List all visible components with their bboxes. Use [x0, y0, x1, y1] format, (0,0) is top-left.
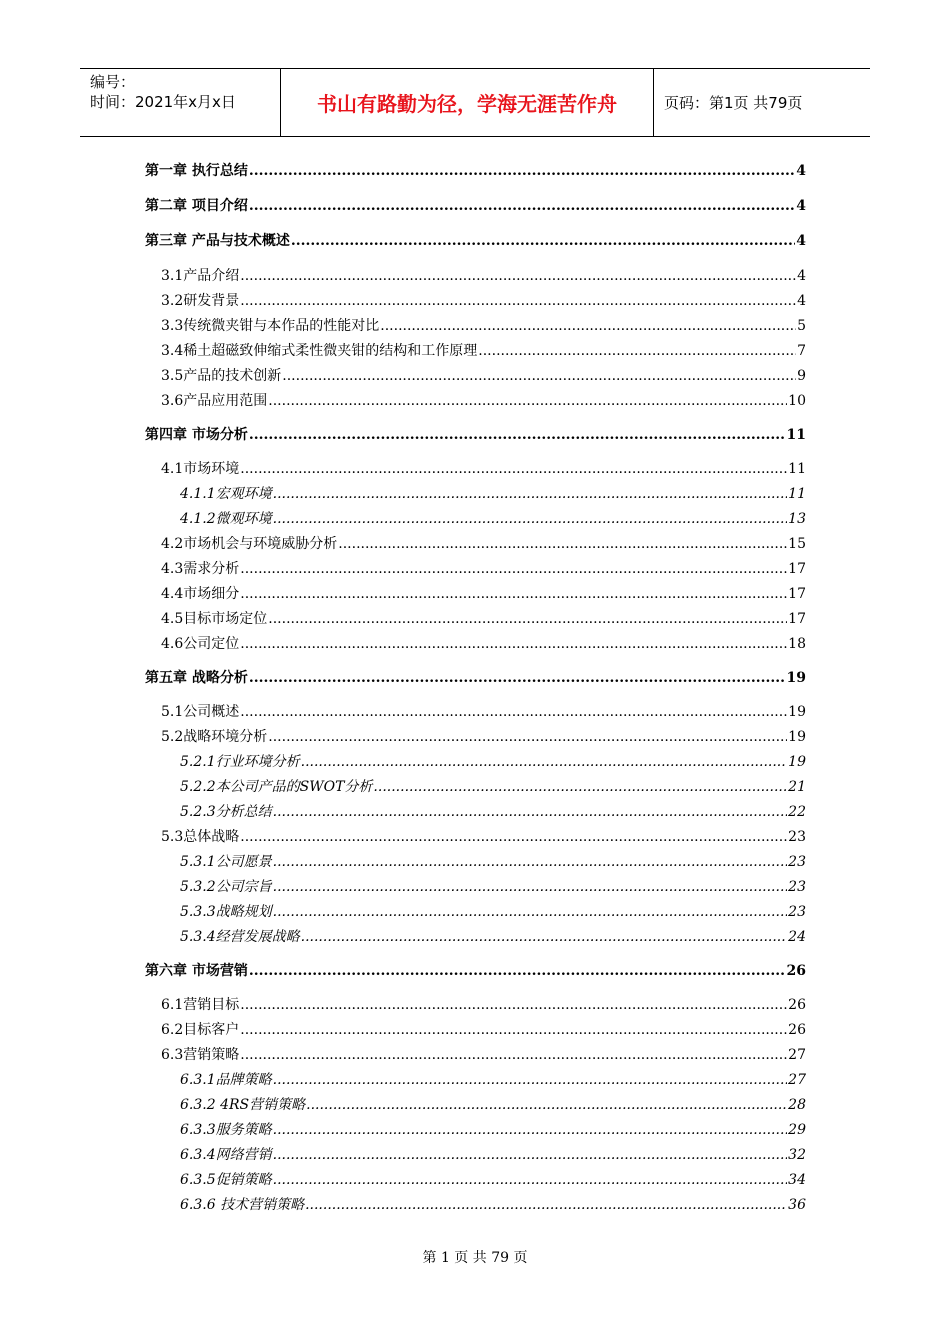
toc-entry[interactable]: [145, 160, 806, 180]
toc-entry-page: 11: [788, 486, 806, 502]
toc-leader-dots: [273, 1172, 788, 1188]
toc-entry-page: 24: [788, 929, 806, 945]
toc-entry-title: 第五章 战略分析: [145, 670, 248, 686]
toc-entry[interactable]: [180, 801, 806, 821]
toc-leader-dots: [249, 198, 795, 214]
toc-entry-title: 6.3.3服务策略: [180, 1122, 272, 1138]
toc-entry-title: 6.2目标客户: [161, 1022, 240, 1038]
toc-leader-dots: [240, 1047, 787, 1063]
toc-leader-dots: [249, 427, 786, 443]
toc-entry-title: 4.1.1宏观环境: [180, 486, 272, 502]
toc-entry-page: 4: [796, 233, 806, 249]
toc-entry-page: 23: [788, 879, 806, 895]
toc-entry-page: 28: [788, 1097, 806, 1113]
toc-leader-dots: [273, 1072, 788, 1088]
toc-entry-title: 4.4市场细分: [161, 586, 240, 602]
toc-entry-title: 6.3.6 技术营销策略: [180, 1197, 305, 1213]
toc-entry-page: 19: [788, 704, 806, 720]
toc-entry-title: 5.2.1行业环境分析: [180, 754, 300, 770]
toc-entry[interactable]: [161, 390, 806, 410]
toc-entry-title: 3.2研发背景: [161, 293, 240, 309]
toc-entry[interactable]: [161, 290, 806, 310]
toc-entry-title: 4.6公司定位: [161, 636, 240, 652]
toc-entry-page: 34: [788, 1172, 806, 1188]
toc-leader-dots: [240, 293, 796, 309]
toc-leader-dots: [268, 611, 787, 627]
toc-entry-title: 6.3营销策略: [161, 1047, 240, 1063]
toc-entry-title: 5.3.1公司愿景: [180, 854, 272, 870]
toc-entry-page: 13: [788, 511, 806, 527]
toc-entry[interactable]: [161, 458, 806, 478]
toc-leader-dots: [273, 1122, 788, 1138]
toc-entry[interactable]: [145, 230, 806, 250]
toc-leader-dots: [240, 461, 787, 477]
toc-entry[interactable]: [180, 1094, 806, 1114]
toc-leader-dots: [240, 1022, 787, 1038]
toc-entry[interactable]: [161, 701, 806, 721]
toc-entry[interactable]: [180, 1144, 806, 1164]
toc-entry-page: 23: [788, 829, 806, 845]
toc-leader-dots: [282, 368, 796, 384]
toc-entry-page: 17: [788, 561, 806, 577]
toc-entry-title: 6.3.1品牌策略: [180, 1072, 272, 1088]
toc-entry[interactable]: [180, 851, 806, 871]
toc-leader-dots: [240, 268, 796, 284]
toc-entry[interactable]: [161, 340, 806, 360]
toc-entry-title: 5.2.2本公司产品的SWOT分析: [180, 779, 373, 795]
toc-leader-dots: [240, 704, 787, 720]
toc-entry[interactable]: [145, 195, 806, 215]
toc-entry[interactable]: [161, 315, 806, 335]
toc-leader-dots: [301, 754, 788, 770]
toc-entry-title: 3.4稀土超磁致伸缩式柔性微夹钳的结构和工作原理: [161, 343, 478, 359]
toc-entry[interactable]: [145, 960, 806, 980]
toc-entry[interactable]: [161, 583, 806, 603]
toc-entry[interactable]: [180, 876, 806, 896]
toc-entry[interactable]: [180, 1194, 806, 1214]
toc-entry[interactable]: [180, 483, 806, 503]
toc-entry[interactable]: [145, 424, 806, 444]
toc-entry-page: 32: [788, 1147, 806, 1163]
toc-entry-title: 5.3总体战略: [161, 829, 240, 845]
toc-entry[interactable]: [145, 667, 806, 687]
toc-entry-title: 第六章 市场营销: [145, 963, 248, 979]
toc-entry-title: 3.6产品应用范围: [161, 393, 268, 409]
toc-leader-dots: [240, 586, 787, 602]
number-label: 编号：: [90, 73, 136, 91]
toc-entry-title: 第三章 产品与技术概述: [145, 233, 290, 249]
toc-entry-page: 19: [786, 670, 806, 686]
toc-leader-dots: [273, 511, 788, 527]
toc-entry[interactable]: [180, 1119, 806, 1139]
toc-entry[interactable]: [180, 751, 806, 771]
toc-entry-page: 10: [788, 393, 806, 409]
toc-entry-title: 6.3.2 4RS营销策略: [180, 1097, 306, 1113]
toc-entry[interactable]: [180, 901, 806, 921]
toc-leader-dots: [301, 929, 788, 945]
toc-entry[interactable]: [161, 558, 806, 578]
toc-leader-dots: [273, 879, 788, 895]
toc-entry[interactable]: [180, 776, 806, 796]
toc-entry-page: 26: [786, 963, 806, 979]
toc-entry[interactable]: [161, 365, 806, 385]
toc-entry[interactable]: [161, 726, 806, 746]
toc-entry-page: 27: [788, 1072, 806, 1088]
toc-entry-title: 第四章 市场分析: [145, 427, 248, 443]
toc-leader-dots: [268, 729, 787, 745]
toc-entry-page: 26: [788, 1022, 806, 1038]
toc-leader-dots: [273, 486, 788, 502]
toc-entry-title: 5.3.3战略规划: [180, 904, 272, 920]
toc-entry-page: 7: [797, 343, 806, 359]
toc-leader-dots: [291, 233, 795, 249]
toc-entry-title: 3.5产品的技术创新: [161, 368, 282, 384]
toc-entry-page: 4: [796, 163, 806, 179]
header-motto: 书山有路勤为径，学海无涯苦作舟: [281, 69, 654, 136]
toc-entry-page: 26: [788, 997, 806, 1013]
toc-entry-page: 18: [788, 636, 806, 652]
toc-entry-page: 4: [797, 268, 806, 284]
toc-leader-dots: [338, 536, 787, 552]
toc-entry-title: 5.3.4经营发展战略: [180, 929, 300, 945]
toc-entry-page: 11: [786, 427, 806, 443]
toc-leader-dots: [306, 1097, 787, 1113]
toc-entry-title: 4.5目标市场定位: [161, 611, 268, 627]
toc-entry-page: 17: [788, 611, 806, 627]
toc-entry-page: 21: [788, 779, 806, 795]
toc-leader-dots: [249, 963, 786, 979]
toc-entry[interactable]: [180, 926, 806, 946]
toc-leader-dots: [273, 804, 788, 820]
toc-entry-page: 4: [797, 293, 806, 309]
toc-leader-dots: [240, 829, 787, 845]
toc-entry-page: 17: [788, 586, 806, 602]
toc-leader-dots: [249, 163, 795, 179]
toc-entry-title: 4.1.2微观环境: [180, 511, 272, 527]
toc-leader-dots: [380, 318, 796, 334]
toc-leader-dots: [273, 854, 788, 870]
toc-entry[interactable]: [161, 533, 806, 553]
toc-entry[interactable]: [161, 608, 806, 628]
toc-entry[interactable]: [161, 265, 806, 285]
toc-entry-title: 4.3需求分析: [161, 561, 240, 577]
toc-entry-title: 6.3.5促销策略: [180, 1172, 272, 1188]
toc-leader-dots: [273, 1147, 788, 1163]
toc-entry-title: 6.3.4网络营销: [180, 1147, 272, 1163]
toc-entry-title: 5.2战略环境分析: [161, 729, 268, 745]
toc-entry-title: 5.2.3分析总结: [180, 804, 272, 820]
toc-leader-dots: [240, 636, 787, 652]
toc-entry-page: 9: [797, 368, 806, 384]
header-page-info: 页码：第1页 共79页: [664, 94, 803, 112]
toc-entry-title: 3.3传统微夹钳与本作品的性能对比: [161, 318, 380, 334]
toc-leader-dots: [273, 904, 788, 920]
toc-entry[interactable]: [161, 633, 806, 653]
toc-entry[interactable]: [161, 1044, 806, 1064]
toc-entry-title: 5.3.2公司宗旨: [180, 879, 272, 895]
toc-entry-title: 4.1市场环境: [161, 461, 240, 477]
toc-entry-title: 3.1产品介绍: [161, 268, 240, 284]
toc-entry-title: 第一章 执行总结: [145, 163, 248, 179]
toc-leader-dots: [240, 561, 787, 577]
toc-entry-page: 5: [797, 318, 806, 334]
toc-entry-page: 11: [788, 461, 806, 477]
toc-leader-dots: [249, 670, 786, 686]
toc-entry-page: 23: [788, 904, 806, 920]
toc-entry-page: 19: [788, 754, 806, 770]
toc-leader-dots: [305, 1197, 787, 1213]
toc-leader-dots: [373, 779, 787, 795]
toc-entry-page: 23: [788, 854, 806, 870]
toc-entry[interactable]: [161, 994, 806, 1014]
toc-entry[interactable]: [161, 1019, 806, 1039]
toc-entry-page: 19: [788, 729, 806, 745]
toc-entry[interactable]: [161, 826, 806, 846]
time-label: 时间：2021年x月x日: [90, 93, 236, 111]
toc-entry[interactable]: [180, 1169, 806, 1189]
toc-entry[interactable]: [180, 1069, 806, 1089]
toc-entry-title: 5.1公司概述: [161, 704, 240, 720]
toc-entry-page: 4: [796, 198, 806, 214]
toc-entry-title: 6.1营销目标: [161, 997, 240, 1013]
toc-leader-dots: [240, 997, 787, 1013]
toc-entry-title: 第二章 项目介绍: [145, 198, 248, 214]
toc-entry-page: 36: [788, 1197, 806, 1213]
toc-entry-page: 15: [788, 536, 806, 552]
toc-entry-title: 4.2市场机会与环境威胁分析: [161, 536, 338, 552]
toc-entry[interactable]: [180, 508, 806, 528]
toc-entry-page: 27: [788, 1047, 806, 1063]
toc-entry-page: 29: [788, 1122, 806, 1138]
toc-entry-page: 22: [788, 804, 806, 820]
toc-leader-dots: [268, 393, 787, 409]
toc-leader-dots: [478, 343, 796, 359]
page-footer: 第 1 页 共 79 页: [422, 1250, 528, 1266]
